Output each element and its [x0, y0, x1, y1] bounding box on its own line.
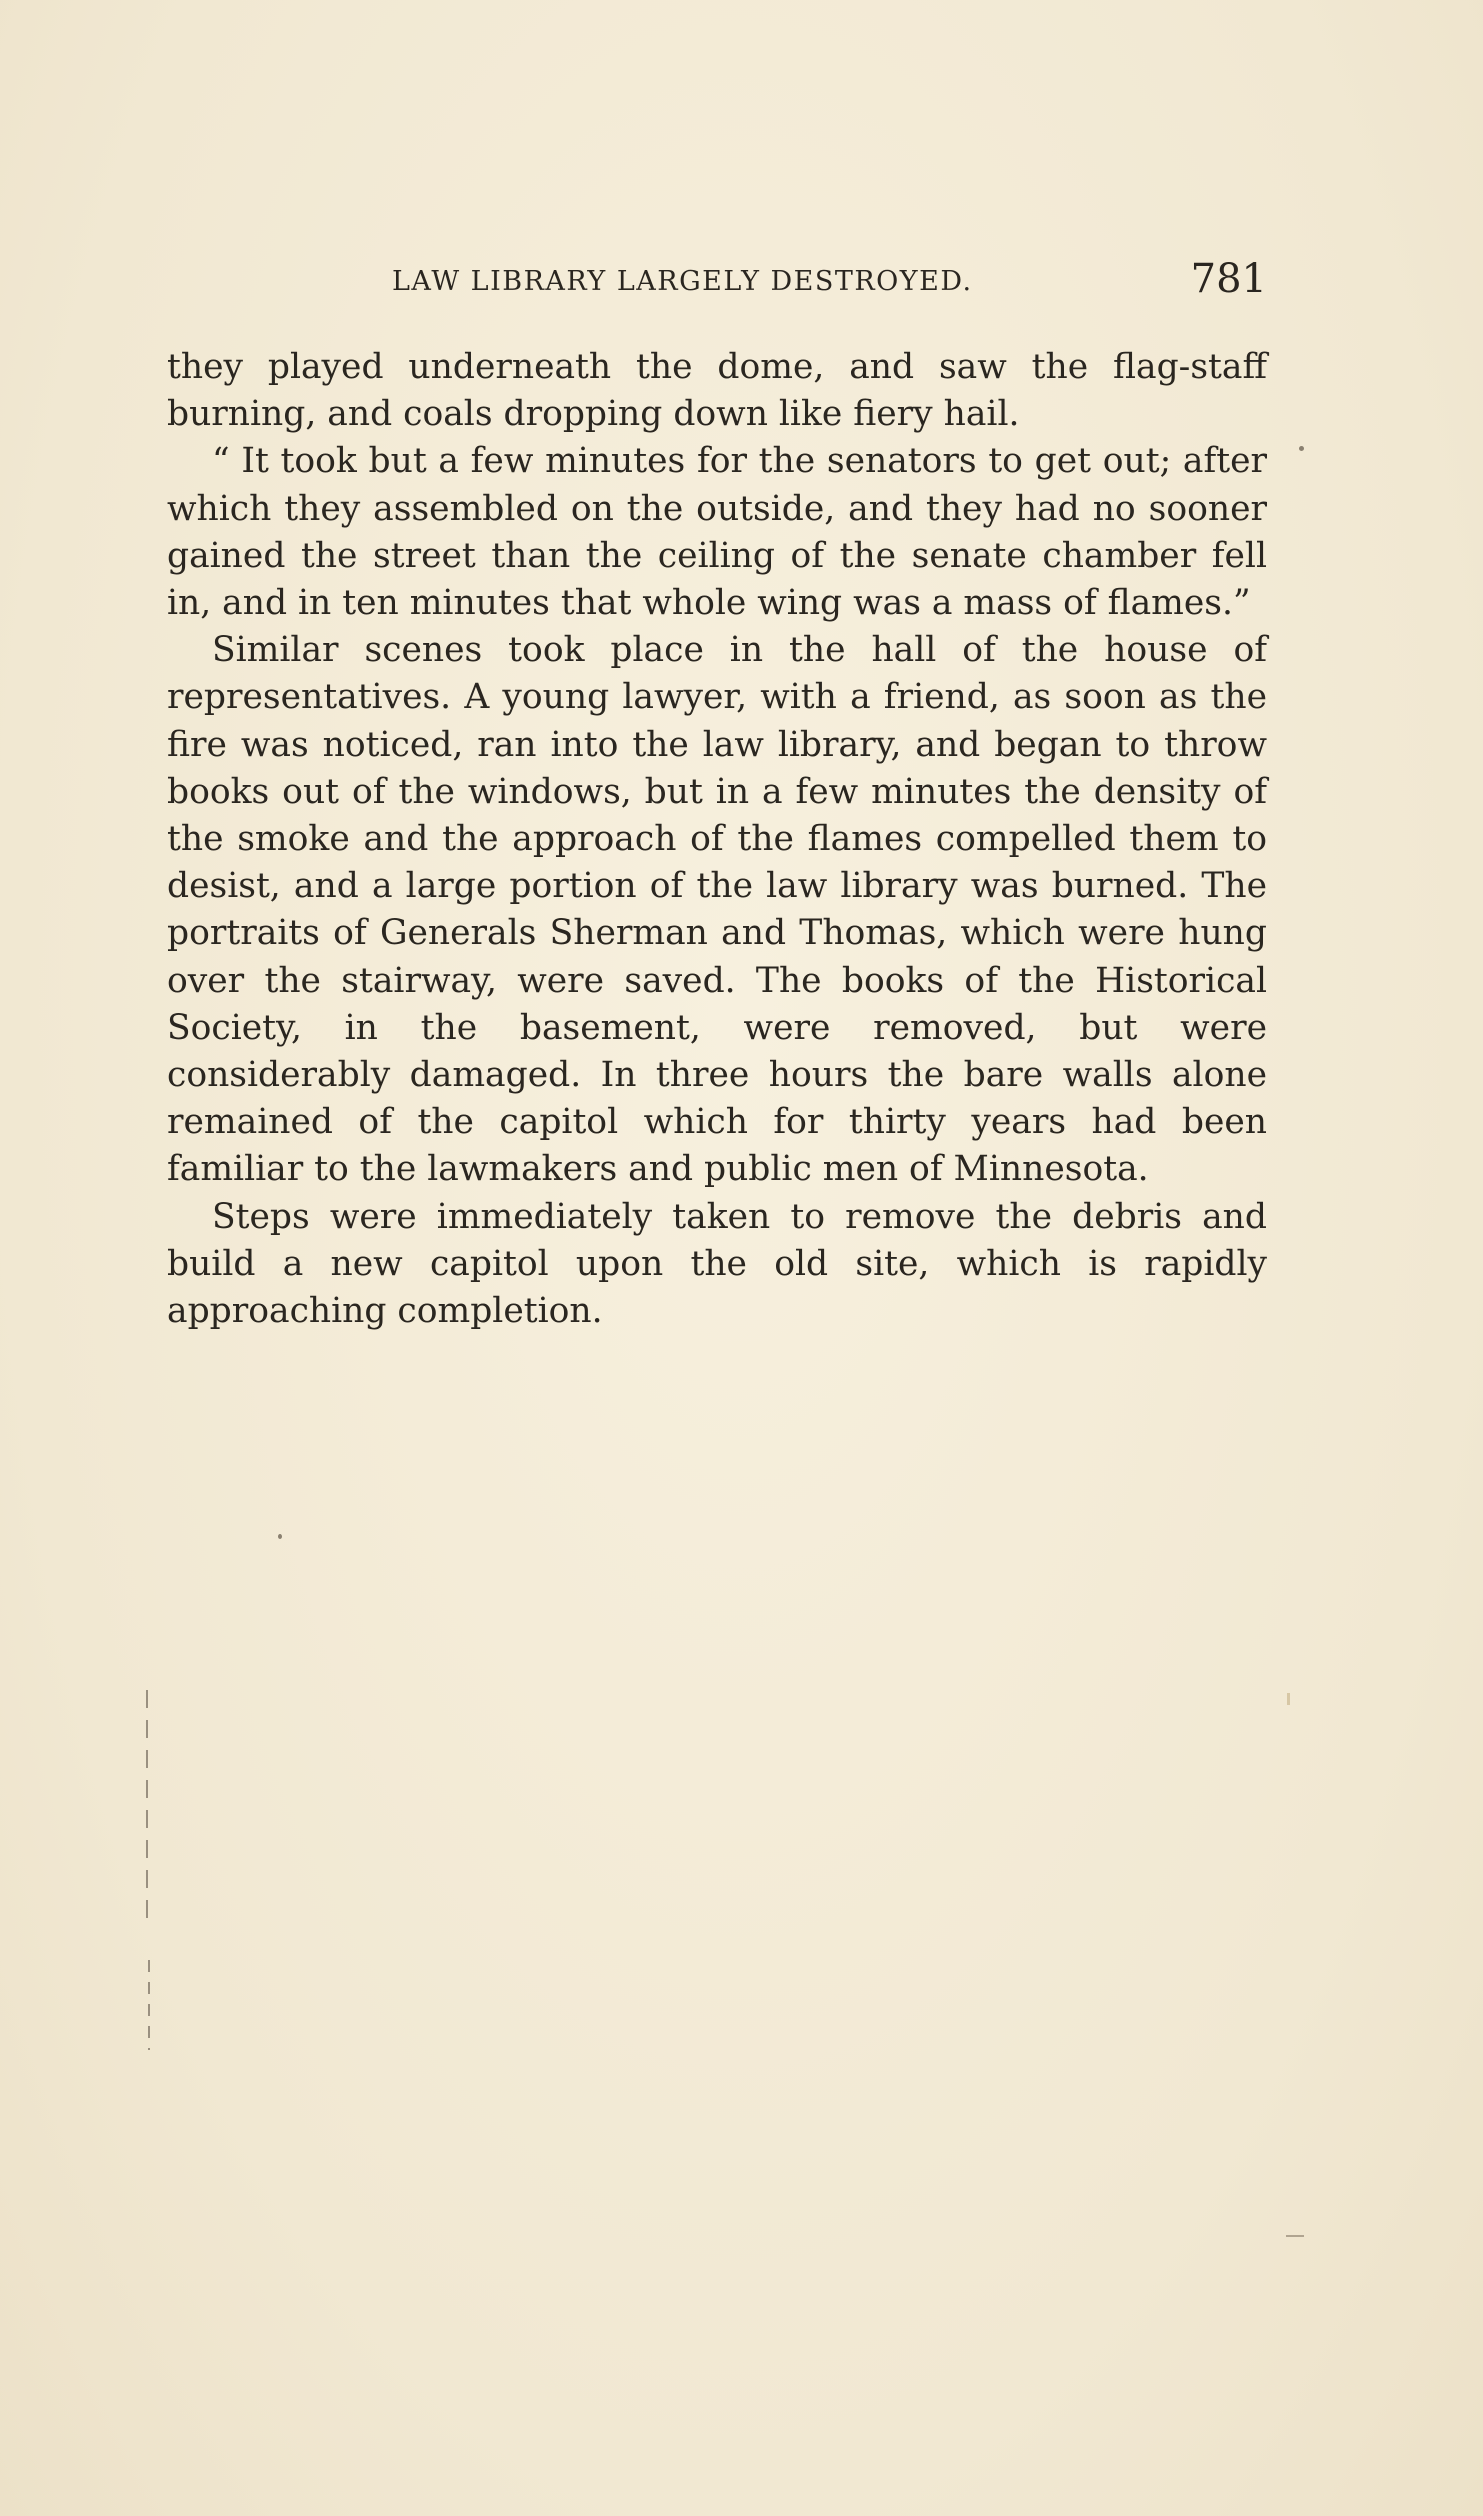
paragraph-steps: Steps were immediately taken to remove the debris and build a new capitol upon the old site, which is rapidly approaching completion. — [167, 1196, 1267, 1332]
margin-speck — [1286, 2235, 1304, 2237]
margin-speck — [1299, 446, 1304, 451]
margin-speck — [278, 1534, 282, 1539]
paragraph-quote: “ It took but a few minutes for the senators to get out; after which they assembled on the outside, and they had no sooner gained the street than the ceiling of the senate chamber fell in, and in ten minutes that whole wing was a mass of flames.” — [167, 441, 1267, 624]
page-number: 781 — [1190, 256, 1267, 302]
body-text — [167, 344, 1267, 1335]
paragraph-continued: they played underneath the dome, and saw the flag-staff burning, and coals dropping down like fiery hail. — [167, 347, 1267, 435]
margin-speck — [1287, 1693, 1290, 1705]
binding-mark — [146, 1690, 148, 1920]
running-head — [167, 256, 1267, 306]
running-title: LAW LIBRARY LARGELY DESTROYED. — [392, 266, 973, 297]
paragraph-similar-scenes: Similar scenes took place in the hall of the house of representatives. A young lawyer, with a friend, as soon as the fire was noticed, ran into the law library, and began to throw books out of the windows, but in a few minutes the density of the smoke and the approach of the flames compelled them to desist, and a large portion of the law library was burned. The portraits of Generals Sherman and Thomas, which were hung over the stairway, were saved. The books of the Historical Society, in the basement, were removed, but were considerably damaged. In three hours the bare walls alone remained of the capitol which for thirty years had been familiar to the lawmakers and public men of Minnesota. — [167, 630, 1267, 1190]
binding-mark — [148, 1960, 150, 2050]
